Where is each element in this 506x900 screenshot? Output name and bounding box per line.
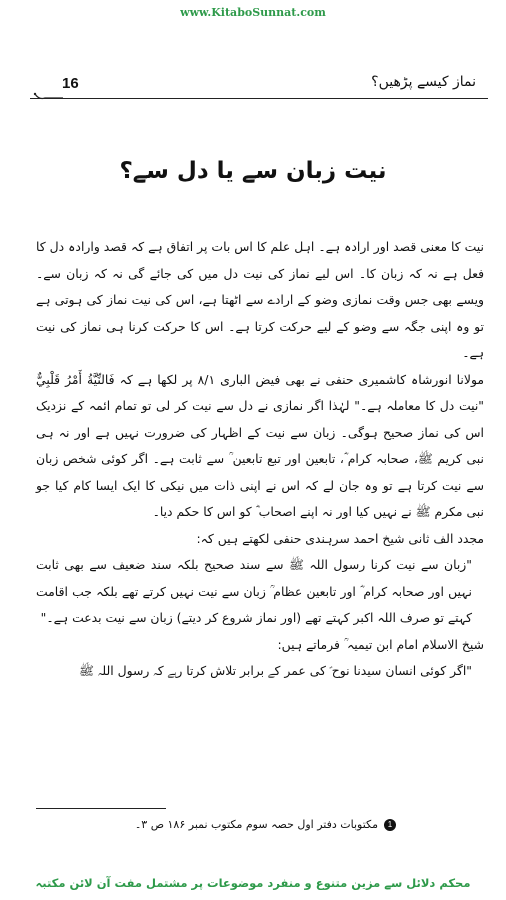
quote-paragraph: "زبان سے نیت کرنا رسول اللہ ﷺ سے سند صحیح بلکہ سند ضعیف سے بھی ثابت نہیں اور صحابہ کرام ؓ اور تابعین عظام ؒ زبان سے نیت نہیں کرتے تھے بلکہ جب اقامت کہتے تو صرف اللہ اکبر کہتے تھے (اور نماز شروع کر دیتے) زبان سے نیت بدعت ہے۔" bbox=[36, 557, 472, 625]
header-rule bbox=[30, 98, 488, 99]
paragraph: مولانا انورشاہ کاشمیری حنفی نے بھی فیض الباری ۸/۱ پر لکھا ہے کہ فَالنِّيَّةُ أَمْرُ قَلْبِيٌّ "نیت دل کا معاملہ ہے۔" لہٰذا اگر نمازی نے دل سے نیت کر لی تو تمام ائمہ کے نزدیک اس کی نماز صحیح ہوگی۔ زبان سے نیت کے اظہار کی ضرورت نہیں ہے اور نہ ہی نبی کریم ﷺ، صحابہ کرام ؓ، تابعین اور تبع تابعین ؒ سے ثابت ہے۔ اگر کوئی شخص زبان سے نیت کرتا ہے تو وہ جان لے کہ اس نے اپنی ذات میں نیکی کا ایک ایسا کام کیا جو نبی مکرم ﷺ نے نہیں کیا اور نہ اپنے اصحاب ؓ کو اس کا حکم دیا۔ bbox=[36, 371, 484, 519]
running-header-title: نماز کیسے پڑھیں؟ bbox=[371, 74, 476, 90]
footer-tagline: محکم دلائل سے مزین متنوع و منفرد موضوعات پر مشتمل مفت آن لائن مکتبہ bbox=[35, 876, 471, 890]
quote-paragraph: "اگر کوئی انسان سیدنا نوح ؑ کی عمر کے برابر تلاش کرتا رہے کہ رسول اللہ ﷺ bbox=[79, 663, 472, 678]
footnote-rule bbox=[36, 808, 166, 809]
paragraph: شیخ الاسلام امام ابن تیمیہ ؒ فرماتے ہیں: bbox=[277, 636, 484, 652]
watermark-url: www.KitaboSunnat.com bbox=[180, 6, 326, 19]
footnote-marker: 1 bbox=[384, 819, 396, 831]
header-arrow-ornament bbox=[33, 92, 63, 102]
footnote bbox=[135, 818, 396, 831]
paragraph: نیت کا معنی قصد اور ارادہ ہے۔ اہل علم کا اس بات پر اتفاق ہے کہ قصد وارادہ دل کا فعل ہے نہ کہ زبان کا۔ اس لیے نماز کی نیت دل میں کی جائے گی نہ کہ زبان سے۔ ویسے بھی جس وقت نمازی وضو کے ارادے سے اٹھتا ہے، اس کی نیت نماز کی ہوتی ہے تو وہ اپنی جگہ سے وضو کے لیے حرکت کرتا ہے۔ اس کا حرکت کرنا ہی نماز کی نیت ہے۔ bbox=[36, 239, 484, 360]
page-number: 16 bbox=[62, 75, 79, 92]
footnote-text: مکتوبات دفتر اول حصہ سوم مکتوب نمبر ۱۸۶ ص ۳۔ bbox=[134, 818, 378, 831]
body-text bbox=[36, 234, 484, 685]
section-heading: نیت زبان سے یا دل سے؟ bbox=[119, 158, 387, 184]
paragraph: مجدد الف ثانی شیخ احمد سرہندی حنفی لکھتے ہیں کہ: bbox=[196, 530, 484, 546]
